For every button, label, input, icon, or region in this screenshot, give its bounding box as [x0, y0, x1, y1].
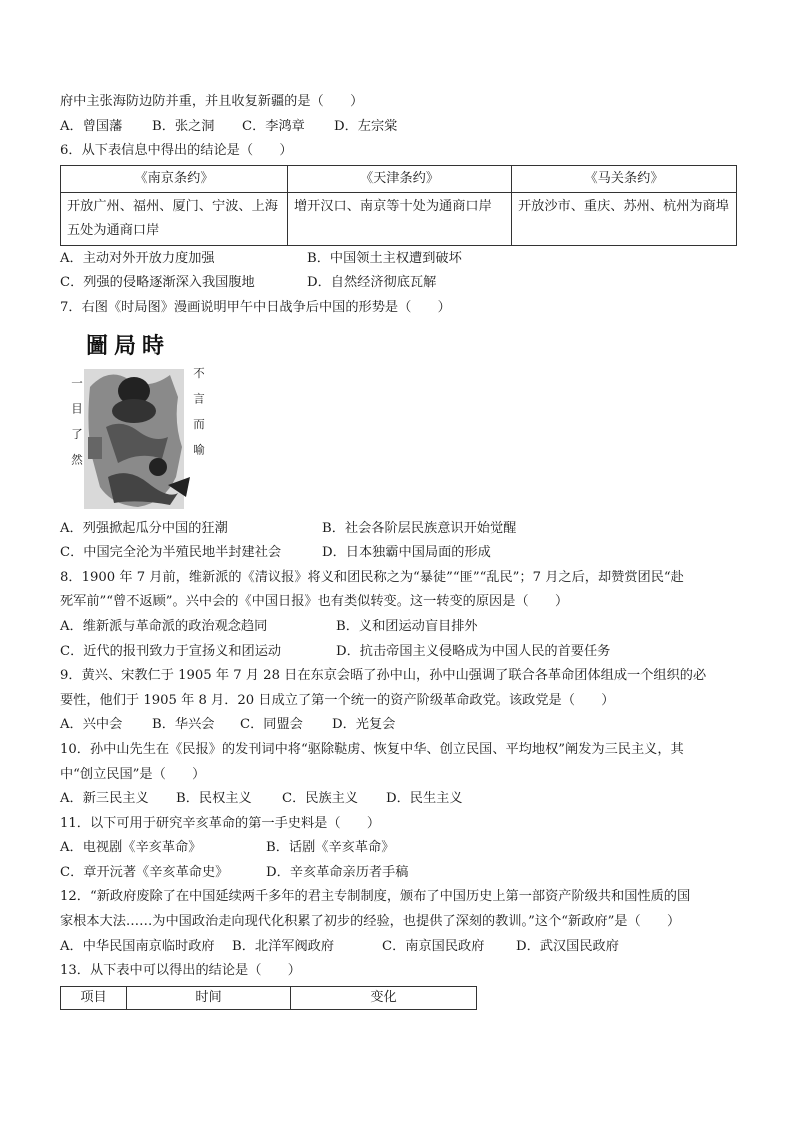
q10-option-d: D．民生主义: [386, 791, 463, 807]
q7-option-b: B．社会各阶层民族意识开始觉醒: [322, 520, 517, 536]
q7-option-c: C．中国完全沦为半殖民地半封建社会: [60, 545, 282, 561]
q6-header-nanjing: 《南京条约》: [61, 165, 288, 192]
q9-option-d: D．光复会: [332, 717, 396, 733]
q7-options-row2: [60, 541, 740, 566]
q6-cell-maguan: 开放沙市、重庆、苏州、杭州为商埠: [512, 192, 737, 245]
q7-option-a: A．列强掀起瓜分中国的狂潮: [60, 520, 228, 536]
q9-option-a: A．兴中会: [60, 717, 123, 733]
q11-option-a: A．电视剧《辛亥革命》: [60, 840, 202, 856]
q11-option-b: B．话剧《辛亥革命》: [266, 840, 395, 856]
q12-options: [60, 935, 740, 960]
q8-stem-line2: 死军前”“曾不返顾”。兴中会的《中国日报》也有类似转变。这一转变的原因是（ ）: [60, 594, 569, 610]
q13-header-change: 变化: [291, 986, 477, 1009]
q9-stem-line2: 要性，他们于 1905 年 8 月．20 日成立了第一个统一的资产阶级革命政党。该政党是（ ）: [60, 692, 615, 708]
q12-option-b: B．北洋军阀政府: [232, 938, 335, 954]
q9-stem-line1: 9．黄兴、宋教仁于 1905 年 7 月 28 日在东京会晤了孙中山，孙中山强调了联合各革命团体组成一个组织的必: [60, 668, 707, 684]
q10-option-c: C．民族主义: [282, 791, 359, 807]
shijutu-cartoon-image: [70, 327, 210, 513]
cartoon-title: 圖局時: [86, 332, 171, 359]
q13-stem: 13．从下表中可以得出的结论是（ ）: [60, 963, 301, 979]
q7-option-d: D．日本独霸中国局面的形成: [322, 545, 491, 561]
q9-option-b: B．华兴会: [152, 717, 215, 733]
q6-option-b: B．中国领土主权遭到破坏: [307, 250, 462, 266]
q10-stem-line1: 10．孙中山先生在《民报》的发刊词中将“驱除鞑虏、恢复中华、创立民国、平均地权”阐发为三民主义，其: [60, 741, 684, 757]
q8-option-b: B．义和团运动盲目排外: [336, 618, 478, 634]
q8-option-c: C．近代的报刊致力于宣扬义和团运动: [60, 643, 282, 659]
q11-stem: 11．以下可用于研究辛亥革命的第一手史料是（ ）: [60, 815, 381, 831]
q12-stem-line1: 12．“新政府废除了在中国延续两千多年的君主专制制度，颁布了中国历史上第一部资产阶级共和国性质的国: [60, 889, 691, 905]
q11-options-row1: [60, 836, 740, 861]
q5-option-b: B．张之洞: [152, 118, 215, 134]
q8-option-a: A．维新派与革命派的政治观念趋同: [60, 618, 268, 634]
q11-options-row2: [60, 861, 740, 886]
q5-options: [60, 115, 740, 140]
q5-stem-tail: 府中主张海防边防并重，并且收复新疆的是（ ）: [60, 94, 364, 109]
q12-option-c: C．南京国民政府: [382, 938, 485, 954]
q6-options-row2: [60, 271, 740, 296]
q13-header-time: 时间: [127, 986, 291, 1009]
q11-option-d: D．辛亥革命亲历者手稿: [266, 864, 409, 880]
q6-header-tianjin: 《天津条约》: [288, 165, 512, 192]
q10-options: [60, 787, 740, 812]
q6-stem: 6．从下表信息中得出的结论是（ ）: [60, 143, 293, 159]
q8-options-row1: [60, 615, 740, 640]
q5-option-c: C．李鸿章: [242, 118, 305, 134]
q10-option-b: B．民权主义: [176, 791, 252, 807]
q5-option-a: A．曾国藩: [60, 118, 123, 134]
q10-option-a: A．新三民主义: [60, 791, 149, 807]
q7-options-row1: [60, 517, 740, 542]
q12-stem-line2: 家根本大法……为中国政治走向现代化积累了初步的经验，也提供了深刻的教训。”这个“新政府”是（ ）: [60, 914, 681, 930]
q6-header-maguan: 《马关条约》: [512, 165, 737, 192]
q9-options: [60, 713, 740, 738]
cartoon-right-caption: 不言而喻: [192, 366, 206, 469]
q7-stem: 7．右图《时局图》漫画说明甲午中日战争后中国的形势是（ ）: [60, 299, 451, 315]
q5-option-d: D．左宗棠: [334, 118, 398, 134]
q8-stem-line1: 8．1900 年 7 月前，维新派的《清议报》将义和团民称之为“暴徒”“匪”“乱民”；7 月之后，却赞赏团民“赴: [60, 569, 684, 585]
q6-cell-nanjing: 开放广州、福州、厦门、宁波、上海五处为通商口岸: [61, 192, 288, 245]
q13-header-item: 项目: [61, 986, 127, 1009]
q12-option-a: A．中华民国南京临时政府: [60, 938, 215, 954]
q9-option-c: C．同盟会: [240, 717, 303, 733]
q11-option-c: C．章开沅著《辛亥革命史》: [60, 864, 229, 880]
q6-option-c: C．列强的侵略逐渐深入我国腹地: [60, 275, 255, 291]
q12-option-d: D．武汉国民政府: [516, 938, 619, 954]
q6-option-a: A．主动对外开放力度加强: [60, 250, 215, 266]
q6-treaty-table: [60, 165, 737, 246]
q8-options-row2: [60, 640, 740, 665]
cartoon-left-caption: 一目了然: [70, 376, 84, 479]
q6-option-d: D．自然经济彻底瓦解: [307, 275, 437, 291]
q13-table: [60, 986, 477, 1010]
q8-option-d: D．抗击帝国主义侵略成为中国人民的首要任务: [336, 643, 611, 659]
exam-page: [60, 90, 740, 1010]
q10-stem-line2: 中“创立民国”是（ ）: [60, 766, 206, 782]
q6-options-row1: [60, 247, 740, 272]
q6-cell-tianjin: 增开汉口、南京等十处为通商口岸: [288, 192, 512, 245]
